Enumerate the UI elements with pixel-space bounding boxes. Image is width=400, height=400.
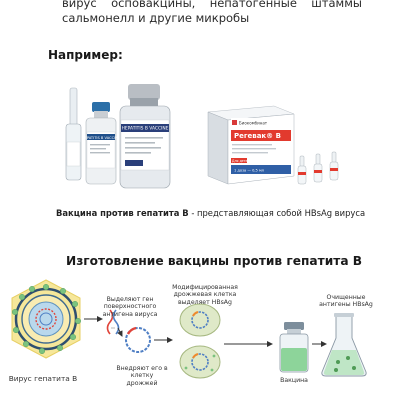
photo-caption [56, 208, 365, 218]
virus-label: Вирус гепатита В [8, 374, 78, 383]
section-title: Изготовление вакцины против гепатита В [66, 254, 363, 268]
vaccine-vials-photo [60, 80, 180, 192]
yeast-cell-icon [180, 346, 220, 378]
box-bottom-label: Для детей [232, 159, 250, 163]
insert-gene-label: Внедряют его в клетку дрожжей [116, 365, 168, 387]
caption-rest: - представляющая собой HBsAg вируса [188, 208, 366, 218]
intro-paragraph [62, 0, 362, 26]
intro-word: непатогенные [209, 0, 297, 10]
regevac-box-photo [204, 104, 354, 188]
hepatitis-b-virus-icon [12, 280, 81, 358]
large-vial-image [120, 84, 170, 188]
arrow-icon [118, 328, 122, 336]
box-brand: Биокомбинат [239, 120, 268, 126]
intro-line-1 [62, 0, 362, 11]
yeast-cell-label: Модифицированная дрожжевая клетка выделяет HBsAg [172, 284, 238, 306]
box-title: Регевак® В [234, 132, 281, 140]
ampoule-image [66, 88, 81, 180]
yeast-cell-icon [180, 304, 220, 336]
intro-word: штаммы [311, 0, 362, 10]
extract-gene-label: Выделяют ген поверхностного антигена вируса [102, 296, 158, 318]
intro-word: осповакцины, [111, 0, 196, 10]
box-dose-label: 1 доза — 0,5 мл [234, 168, 264, 173]
vaccine-label: Вакцина [280, 377, 308, 384]
caption-bold: Вакцина против гепатита В [56, 208, 189, 218]
intro-word: вирус [62, 0, 97, 10]
vaccine-vial-icon [280, 322, 308, 372]
small-vial-image [82, 102, 121, 184]
vaccine-box-image [208, 106, 294, 184]
vial-left-label: HEPATITIS B VACCINE [81, 135, 121, 140]
vial-right-label: HEPATITIS B VACCINE [121, 126, 169, 132]
example-heading: Например: [48, 48, 123, 62]
intro-line-2: сальмонелл и другие микробы [62, 11, 250, 25]
plasmid-icon [126, 328, 150, 352]
purified-antigen-label: Очищенные антигены HBsAg [319, 294, 373, 309]
erlenmeyer-flask-icon [322, 313, 366, 376]
ampoules-image [298, 152, 338, 184]
